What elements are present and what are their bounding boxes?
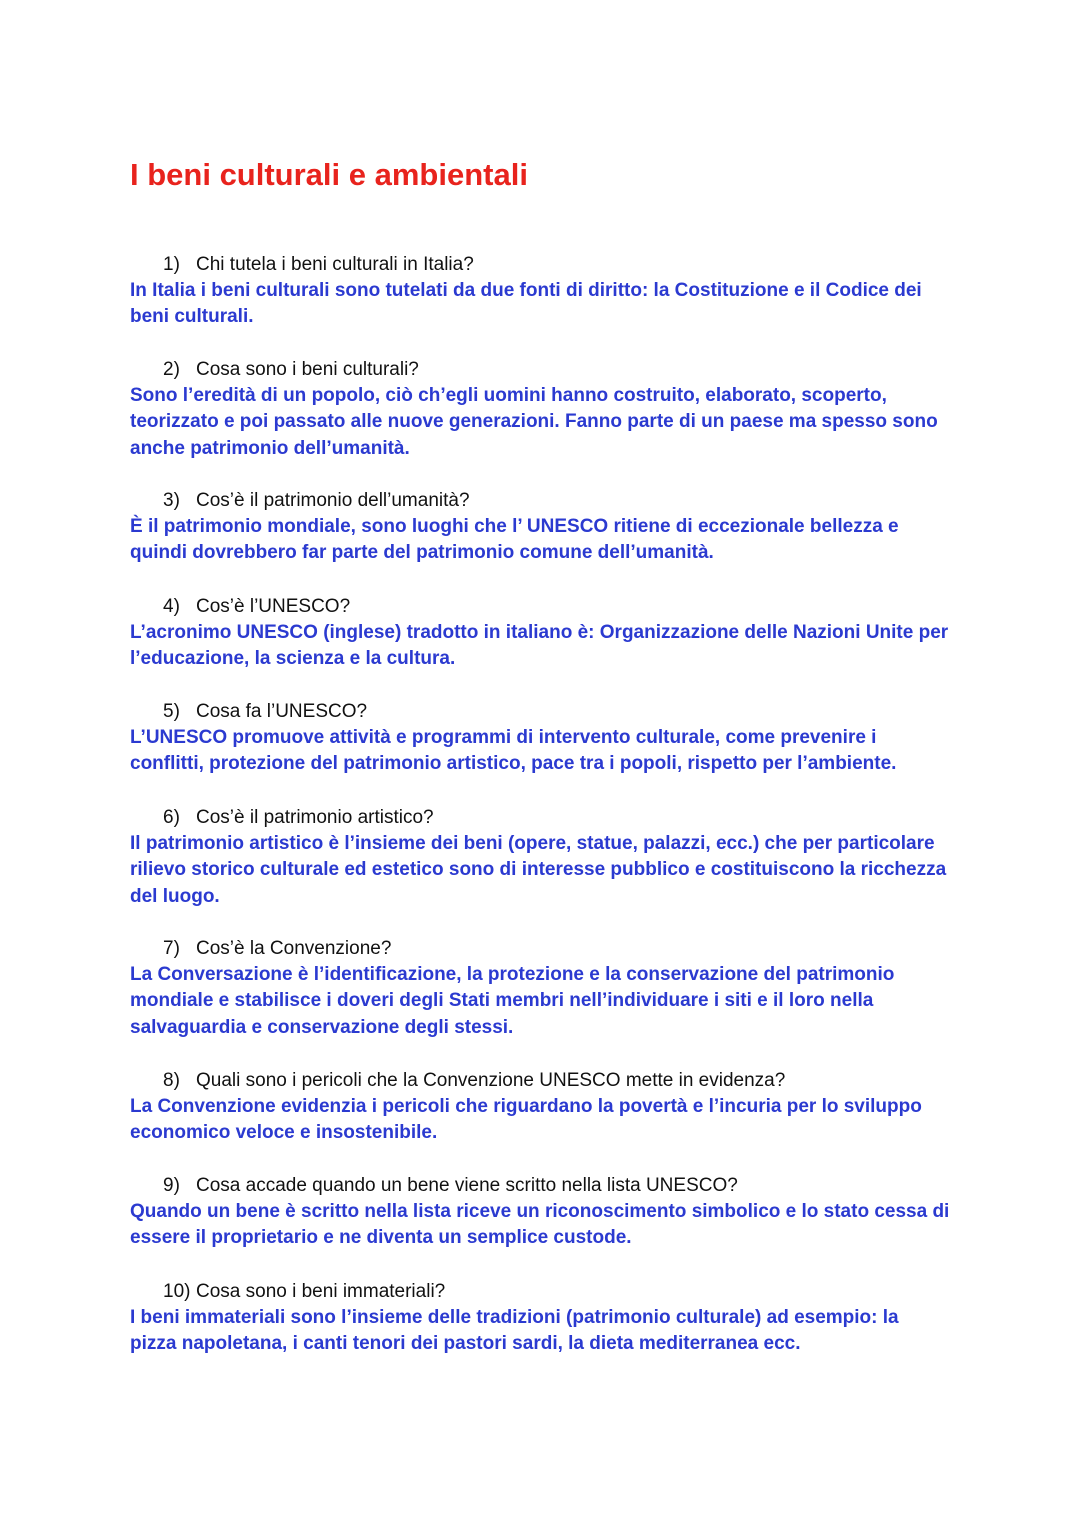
answer: In Italia i beni culturali sono tutelati da due fonti di diritto: la Costituzione e il Codice dei beni culturali. (130, 280, 922, 328)
qa-item (130, 252, 950, 331)
question-text: Cos’è l’UNESCO? (196, 596, 351, 617)
answer: L’acronimo UNESCO (inglese) tradotto in italiano è: Organizzazione delle Nazioni Unite per l’educazione, la scienza e la cultura. (130, 622, 949, 670)
question-text: Chi tutela i beni culturali in Italia? (196, 254, 474, 275)
question (130, 936, 950, 962)
question-text: Cosa accade quando un bene viene scritto nella lista UNESCO? (196, 1175, 738, 1196)
question (130, 699, 950, 725)
question-number: 8) (163, 1070, 180, 1091)
answer: Sono l’eredità di un popolo, ciò ch’egli uomini hanno costruito, elaborato, scoperto, teorizzato e poi passato alle nuove generazioni. Fanno parte di un paese ma spesso sono anche patrimonio dell’umanità. (130, 385, 938, 459)
answer: La Conversazione è l’identificazione, la protezione e la conservazione del patrimonio mondiale e stabilisce i doveri degli Stati membri nell’individuare i siti e il loro nella salvaguardia e conservazione degli stessi. (130, 964, 895, 1038)
answer: Quando un bene è scritto nella lista riceve un riconoscimento simbolico e lo stato cessa di essere il proprietario e ne diventa un semplice custode. (130, 1201, 950, 1249)
answer: I beni immateriali sono l’insieme delle tradizioni (patrimonio culturale) ad esempio: la pizza napoletana, i canti tenori dei pastori sardi, la dieta mediterranea ecc. (130, 1307, 899, 1355)
question-number: 3) (163, 490, 180, 511)
qa-item (130, 1068, 950, 1147)
question-number: 5) (163, 701, 180, 722)
qa-item (130, 936, 950, 1041)
qa-item (130, 805, 950, 910)
qa-item (130, 488, 950, 567)
question-text: Cosa fa l’UNESCO? (196, 701, 368, 722)
question (130, 357, 950, 383)
answer: La Convenzione evidenzia i pericoli che riguardano la povertà e l’incuria per lo sviluppo economico veloce e insostenibile. (130, 1096, 922, 1144)
qa-item (130, 1173, 950, 1252)
question-number: 7) (163, 938, 180, 959)
question (130, 1279, 950, 1305)
answer: Il patrimonio artistico è l’insieme dei beni (opere, statue, palazzi, ecc.) che per particolare rilievo storico culturale ed estetico sono di interesse pubblico e costituiscono la ricchezza del luogo. (130, 833, 947, 907)
question-number: 6) (163, 807, 180, 828)
question-text: Cos’è il patrimonio artistico? (196, 807, 434, 828)
question (130, 252, 950, 278)
answer: L’UNESCO promuove attività e programmi di intervento culturale, come prevenire i conflitti, protezione del patrimonio artistico, pace tra i popoli, rispetto per l’ambiente. (130, 727, 897, 775)
question-number: 10) (163, 1281, 191, 1302)
question (130, 594, 950, 620)
question (130, 1068, 950, 1094)
question-text: Cosa sono i beni immateriali? (196, 1281, 446, 1302)
question (130, 805, 950, 831)
question-text: Cos’è la Convenzione? (196, 938, 392, 959)
page-title: I beni culturali e ambientali (130, 157, 528, 192)
question-number: 1) (163, 254, 180, 275)
qa-item (130, 699, 950, 778)
qa-item (130, 594, 950, 673)
answer: È il patrimonio mondiale, sono luoghi che l’ UNESCO ritiene di eccezionale bellezza e quindi dovrebbero far parte del patrimonio comune dell’umanità. (130, 516, 899, 564)
qa-item (130, 357, 950, 462)
qa-item (130, 1279, 950, 1358)
question-text: Cos’è il patrimonio dell’umanità? (196, 490, 470, 511)
question (130, 488, 950, 514)
question (130, 1173, 950, 1199)
question-text: Quali sono i pericoli che la Convenzione UNESCO mette in evidenza? (196, 1070, 786, 1091)
question-number: 9) (163, 1175, 180, 1196)
question-number: 2) (163, 359, 180, 380)
question-number: 4) (163, 596, 180, 617)
question-text: Cosa sono i beni culturali? (196, 359, 419, 380)
